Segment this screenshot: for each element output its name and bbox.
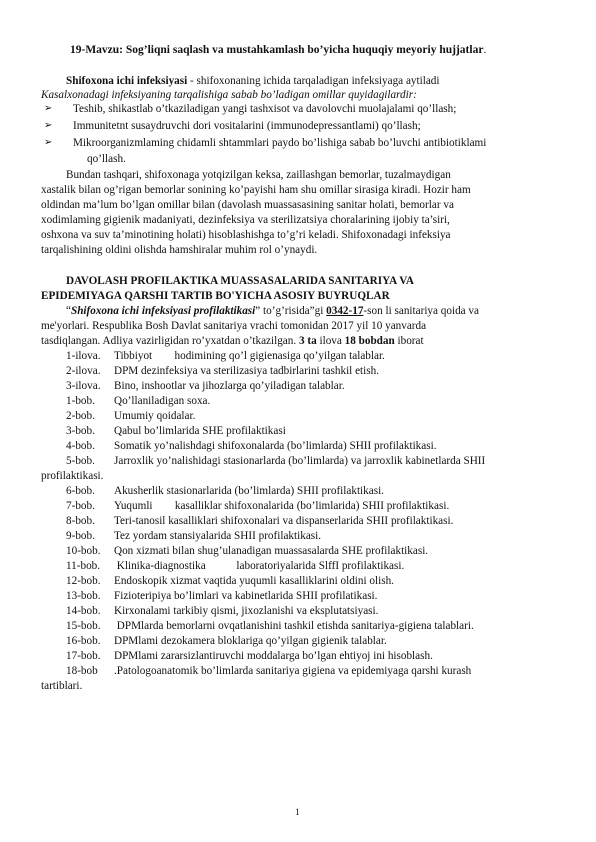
contents-item-text: Qabul bo’limlarida SHE profilaktikasi [114,425,286,437]
contents-item-label: 9-bob. [66,530,95,542]
contents-item-text: Klinika-diagnostika laboratoriyalarida SlffI profilaktikasi. [114,560,405,572]
page-title-end: . [483,44,487,56]
contents-item-label: 2-bob. [66,410,95,422]
contents-item-label: 17-bob. [66,650,101,662]
factor-item: Immunitetnt susaydruvchi dori vositalarini (immunodepressantlami) qo’llash; [73,120,421,132]
quote-open: “ [66,305,71,317]
section1-lead-term: Shifoxona ichi infeksiyasi [66,75,188,87]
contents-item-text: profilaktikasi. [41,470,104,482]
factor-item: Teshib, shikastlab o’tkaziladigan yangi tashxisot va davolovchi muolajalami qo’llash; [73,103,457,115]
contents-item-text: DPMlarda bemorlarni ovqatlanishini tashkil etishda sanitariya-gigiena talablari. [114,620,474,632]
contents-item [66,589,377,603]
contents-item-label: 18-bob [66,665,98,677]
contents-item [66,574,394,588]
contents-item-label: 10-bob. [66,545,101,557]
factor-item-continuation: qo’llash. [87,153,126,165]
contents-item [66,604,378,618]
page-title-text: 19-Mavzu: Sog’liqni saqlash va mustahkamlash bo’yicha huquqiy meyoriy hujjatlar [70,44,484,56]
paragraph-line: me'yorlari. Respublika Bosh Davlat sanitariya vrachi tomonidan 2017 yil 10 yanvarda [41,320,427,332]
contents-item [66,559,404,573]
contents-item-label: 15-bob. [66,620,101,632]
contents-item [66,529,321,543]
contents-item-label: 14-bob. [66,605,101,617]
page-number: 1 [295,808,300,818]
contents-item-label: 2-ilova. [66,365,101,377]
factors-intro: Kasalxonadagi infeksiyaning tarqalishiga sabab bo’ladigan omillar quyidagilardir: [41,89,417,101]
contents-item-text: Tez yordam stansiyalarida SHII profilaktikasi. [114,530,322,542]
contents-item [66,499,449,513]
paragraph-line: oshxona va suv ta’minotining holati) hisoblashishga to’g’ri keladi. Shifoxonadagi infeksiya [41,229,451,241]
contents-item-text: Tibbiyot hodimining qo’l gigienasiga qo’yilgan talablar. [114,350,385,362]
contents-item-text: .Patologoanatomik bo’limlarda sanitariya gigiena va epidemiyaga qarshi kurash [114,665,472,677]
contents-item [41,469,103,483]
contents-item-label: 1-ilova. [66,350,101,362]
order-title-suffix: ” to’g’risida”gi [255,305,327,317]
contents-item-text: Qon xizmati bilan shug’ulanadigan muassasalarda SHE profilaktikasi. [114,545,429,557]
paragraph-line: oldindan ma’lum bo’lgan omillar bilan (davolash muassasasining sanitar holati, bemorlar va [41,199,454,211]
contents-item [66,439,437,453]
contents-item-label: 11-bob. [66,560,101,572]
contents-item-text: DPMlami zararsizlantiruvchi moddalarga bo’lgan ehtiyoj ini hisoblash. [114,650,433,662]
contents-item [66,619,474,633]
contents-item [66,454,485,468]
section1-lead [66,74,440,88]
contents-item [66,364,379,378]
chapter-count: 18 bobdan [344,335,395,347]
arrow-bullet-icon: ➢ [44,137,53,148]
order-reference-line [66,304,479,318]
contents-item-text: Fizioteripiya bo’limlari va kabinetlarida SHII profilatikasi. [114,590,378,602]
paragraph-line [41,334,424,348]
contents-item-label: 1-bob. [66,395,95,407]
contents-item [66,349,385,363]
contents-item-label: 16-bob. [66,635,101,647]
contents-item-label: 4-bob. [66,440,95,452]
contents-item-text: Bino, inshootlar va jihozlarga qo’yiladigan talablar. [114,380,345,392]
contents-item-label: 13-bob. [66,590,101,602]
contents-item-text: Somatik yo’nalishdagi shifoxonalarda (bo’limlarda) SHII profilaktikasi. [114,440,437,452]
section1-lead-definition: - shifoxonaning ichida tarqaladigan infeksiyaga aytiladi [187,75,440,87]
contents-item-text: Akusherlik stasionarlarida (bo’limlarda) SHII profilaktikasi. [114,485,384,497]
contents-item [66,664,471,678]
contents-item-label: 12-bob. [66,575,101,587]
contents-item [66,379,345,393]
contents-item-text: Jarroxlik yo’nalishidagi stasionarlarda (bo’limlarda) va jarroxlik kabinetlarda SHII [114,455,486,467]
contents-item [66,544,428,558]
order-number: 0342-17 [326,305,364,317]
contents-item [66,634,387,648]
arrow-bullet-icon: ➢ [44,120,53,131]
contents-item [66,514,453,528]
contents-item-label: 6-bob. [66,485,95,497]
contents-item-text: DPM dezinfeksiya va sterilizasiya tadbirlarini tashkil etish. [114,365,380,377]
contents-item-label: 3-bob. [66,425,95,437]
paragraph-line: tarqalishining oldini olishda hamshiralar muhim rol o’ynaydi. [41,244,318,256]
section-heading: EPIDEMIYAGA QARSHI TARTIB BO'YICHA ASOSIY BUYRUQLAR [41,290,390,302]
contents-item-text: Endoskopik xizmat vaqtida yuqumli kasalliklarini oldini olish. [114,575,394,587]
appendix-word: ilova [316,335,345,347]
paragraph-line: xodimlaming gigienik madaniyati, dezinfeksiya va sterilizatsiya choralarining ijobiy ta’siri, [41,214,450,226]
contents-item [66,484,384,498]
contents-item-text: Teri-tanosil kasalliklari shifoxonalari va dispanserlarida SHII profilaktikasi. [114,515,454,527]
contents-item-label: 5-bob. [66,455,95,467]
approval-text: tasdiqlangan. Adliya vazirligidan ro’yxatdan o’tkazilgan. [41,335,299,347]
contents-item-text: tartiblari. [41,680,83,692]
contents-item-label: 7-bob. [66,500,95,512]
contents-item [66,394,210,408]
contents-item [41,679,82,693]
contents-item [66,409,195,423]
contents-item-text: Yuqumli kasalliklar shifoxonalarida (bo’limlarida) SHII profilaktikasi. [114,500,450,512]
page-title [70,43,486,57]
contents-item-text: Kirxonalami tarkibiy qismi, jixozlanishi va eksplutatsiyasi. [114,605,379,617]
order-title: Shifoxona ichi infeksiyasi profilaktikasi [70,305,256,317]
contents-item-text: Qo’llaniladigan soxa. [114,395,211,407]
contents-item-label: 8-bob. [66,515,95,527]
order-type: -son li sanitariya qoida va [363,305,479,317]
paragraph-line: xastalik bilan og’rigan bemorlar sonining ko’payishi ham shu omillar sirasiga kiradi. Hozir ham [41,184,471,196]
contents-item-text: Umumiy qoidalar. [114,410,196,422]
paragraph-line: Bundan tashqari, shifoxonaga yotqizilgan keksa, zaillashgan bemorlar, tuzalmaydigan [66,169,451,181]
consists-word: iborat [394,335,424,347]
contents-item-text: DPMlami dezokamera bloklariga qo’yilgan gigienik talablar. [114,635,387,647]
contents-item [66,649,433,663]
arrow-bullet-icon: ➢ [44,103,53,114]
section-heading: DAVOLASH PROFILAKTIKA MUASSASALARIDA SANITARIYA VA [66,275,414,287]
contents-item [66,424,286,438]
factor-item: Mikroorganizmlaming chidamli shtammlari paydo bo’lishiga sabab bo’luvchi antibiotiklami [73,137,487,149]
appendix-count: 3 ta [298,335,317,347]
contents-item-label: 3-ilova. [66,380,101,392]
